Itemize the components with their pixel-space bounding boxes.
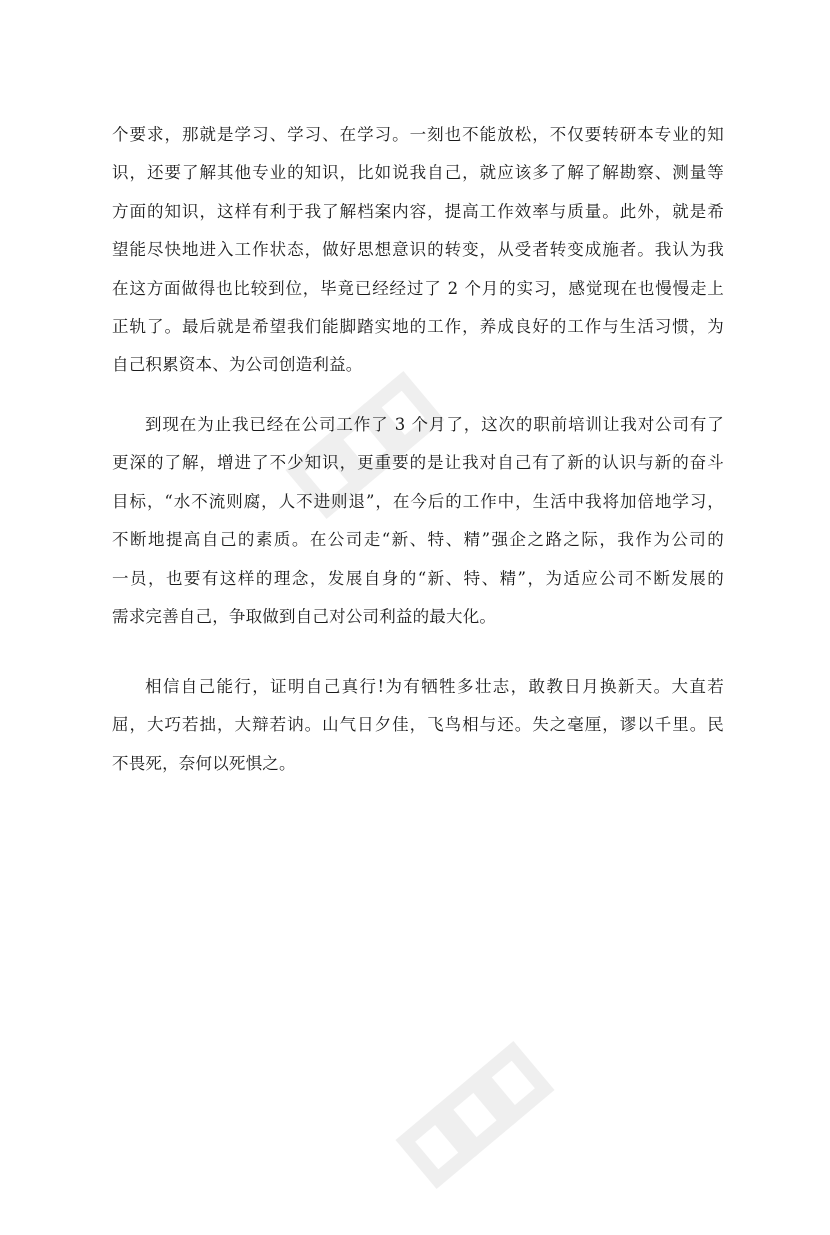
paragraph: [112, 406, 724, 636]
watermark-logo: [355, 995, 595, 1235]
text-line: 更深的了解，增进了不少知识，更重要的是让我对自己有了新的认识与新的奋斗: [112, 453, 724, 473]
text-line: 望能尽快地进入工作状态，做好思想意识的转变，从受者转变成施者。我认为我: [112, 240, 724, 260]
text-line: 一员，也要有这样的理念，发展自身的“新、特、精”，为适应公司不断发展的: [112, 568, 724, 588]
text-line: 需求完善自己，争取做到自己对公司利益的最大化。: [112, 606, 497, 626]
paragraph: [112, 668, 724, 783]
paragraph: [112, 116, 724, 385]
text-line: 在这方面做得也比较到位，毕竟已经经过了 2 个月的实习，感觉现在也慢慢走上: [112, 278, 724, 298]
text-line: 个要求，那就是学习、学习、在学习。一刻也不能放松，不仅要转研本专业的知: [112, 125, 724, 144]
text-line: 自己积累资本、为公司创造利益。: [112, 355, 363, 375]
text-line: 方面的知识，这样有利于我了解档案内容，提高工作效率与质量。此外，就是希: [112, 201, 724, 221]
text-line: 不畏死，奈何以死惧之。: [112, 753, 296, 773]
text-line: 不断地提高自己的素质。在公司走“新、特、精”强企之路之际，我作为公司的: [112, 530, 724, 550]
text-line: 相信自己能行，证明自己真行!为有牺牲多壮志，敢教日月换新天。大直若: [145, 677, 724, 696]
text-line: 屈，大巧若拙，大辩若讷。山气日夕佳，飞鸟相与还。失之毫厘，谬以千里。民: [112, 715, 724, 735]
text-line: 识，还要了解其他专业的知识，比如说我自己，就应该多了解了解勘察、测量等: [112, 163, 724, 183]
text-line: 正轨了。最后就是希望我们能脚踏实地的工作，养成良好的工作与生活习惯，为: [112, 316, 724, 336]
text-line: 到现在为止我已经在公司工作了 3 个月了，这次的职前培训让我对公司有了: [145, 415, 724, 434]
text-line: 目标，“水不流则腐，人不进则退”，在今后的工作中，生活中我将加倍地学习，: [112, 491, 724, 511]
